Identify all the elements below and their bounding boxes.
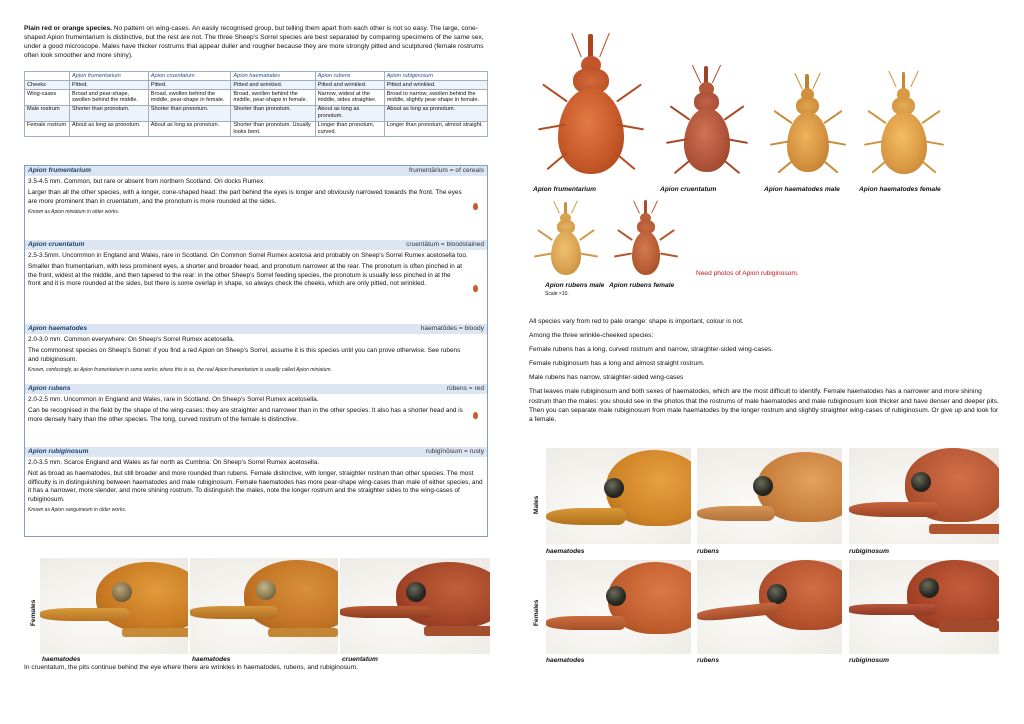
species-header bbox=[25, 447, 487, 457]
table-header: Apion rubiginosum bbox=[384, 72, 487, 81]
table-cell: About as long as pronotum. bbox=[70, 121, 149, 137]
photo-female-haematodes-2 bbox=[190, 558, 338, 654]
intro-lead: Plain red or orange species. bbox=[24, 25, 112, 32]
species-name: Apion rubiginosum bbox=[28, 447, 89, 455]
species-rubiginosum bbox=[25, 447, 487, 517]
species-body bbox=[25, 334, 487, 374]
specimen-rubens-female bbox=[612, 198, 682, 280]
species-note: Known as Apion sanguineum in older works. bbox=[28, 507, 127, 514]
species-meaning: rubigīnōsum = rusty bbox=[425, 447, 484, 455]
species-rubens bbox=[25, 384, 487, 427]
specimen-caption: Apion frumentarium bbox=[533, 186, 597, 193]
table-cell: Female rostrum bbox=[25, 121, 70, 137]
table-cell: Longer than pronotum, almost straight. bbox=[384, 121, 487, 137]
species-description: Smaller than frumentarium, with less prominent eyes, a shorter and broader head, and pronotum narrower at the rear. The pronotum is often pinched in at the front, widest at the middle, and then tapered to the rear: in the other Sheep's Sorrel feeding species, the pronotum is usually less pinched in at the front and it is more rounded at the sides, but there is some overlap in shape, so always check the cheeks, which are only pitted, not wrinkled. bbox=[28, 263, 462, 288]
specimen-haematodes-female bbox=[862, 68, 946, 180]
photo-female-haematodes-1 bbox=[40, 558, 188, 654]
table-header-row bbox=[25, 72, 488, 81]
table-cell: Broad to narrow, swollen behind the middle, slightly pear-shape in female. bbox=[384, 90, 487, 106]
photo-caption: rubens bbox=[697, 657, 719, 664]
species-size-range: 2.0-3.5 mm. Scarce England and Wales as far north as Cumbria. On Sheep's Sorrel Rumex acetosella. bbox=[28, 459, 320, 466]
table-cell: Pitted and wrinkled. bbox=[231, 81, 315, 90]
specimen-caption: Apion cruentatum bbox=[660, 186, 717, 193]
species-size-range: 2.0-2.5 mm. Uncommon in England and Wales, rare in Scotland. On Sheep's Sorrel Rumex acetosella. bbox=[28, 396, 319, 403]
row-label-males: Males bbox=[533, 495, 540, 514]
species-frumentarium bbox=[25, 166, 487, 219]
photo-caption: haematodes bbox=[42, 656, 81, 663]
species-header bbox=[25, 384, 487, 394]
need-photos-note: Need photos of Apion rubiginosum. bbox=[696, 270, 799, 277]
photo-caption: haematodes bbox=[546, 657, 585, 664]
table-header: Apion rubens bbox=[315, 72, 384, 81]
beetle-icon bbox=[473, 203, 478, 210]
species-name: Apion frumentarium bbox=[28, 166, 92, 174]
table-cell: Male rostrum bbox=[25, 105, 70, 121]
specimen-rubens-male bbox=[532, 198, 602, 280]
table-header: Apion frumentarium bbox=[70, 72, 149, 81]
photo-male-rubiginosum bbox=[849, 448, 999, 544]
species-note: Known, confusingly, as Apion frumentarium in some works; where this is so, the real Apion frumentarium is usually called Apion miniatum. bbox=[28, 367, 332, 374]
species-haematodes bbox=[25, 324, 487, 377]
photo-female-rubiginosum bbox=[849, 560, 999, 654]
table-cell: Pitted. bbox=[148, 81, 231, 90]
comparison-table bbox=[24, 71, 488, 137]
photo-caption: rubiginosum bbox=[849, 657, 889, 664]
note-paragraph: Female rubiginosum has a long and almost straight rostrum. bbox=[529, 360, 705, 368]
species-description: Not as broad as haematodes, but still broader and more rounded than rubens. Female distinctive, with longer, straighter rostrum than other species. The most difficulty is in distinguishing between haematodes and male rubiginosum. Female haematodes has more pear-shape wing-cases than male of either species, and it has a narrower, more slender, and more shining rostrum. To distinguish the males, note the longer rostrum and the straighter sides to the wing-cases of rubiginosum. bbox=[28, 470, 483, 503]
species-meaning: cruentātum = bloodstained bbox=[406, 240, 484, 248]
table-row bbox=[25, 90, 488, 106]
specimen-frumentarium bbox=[536, 30, 646, 182]
row-label-females: Females bbox=[30, 599, 37, 626]
beetle-icon bbox=[473, 412, 478, 419]
species-body bbox=[25, 250, 487, 289]
table-header: Apion haematodes bbox=[231, 72, 315, 81]
species-name: Apion rubens bbox=[28, 384, 71, 392]
table-cell: Shorter than pronotum. bbox=[70, 105, 149, 121]
table-cell: Shorter than pronotum. Usually looks bent. bbox=[231, 121, 315, 137]
table-cell: Wing-cases bbox=[25, 90, 70, 106]
note-paragraph: Male rubens has narrow, straighter-sided wing-cases bbox=[529, 374, 684, 382]
right-page bbox=[512, 0, 1024, 724]
table-cell: Broad and pear-shape, swollen behind the middle. bbox=[70, 90, 149, 106]
specimen-caption: Apion haematodes male bbox=[764, 186, 840, 193]
note-paragraph: Female rubens has a long, curved rostrum and narrow, straighter-sided wing-cases. bbox=[529, 346, 774, 354]
photo-caption: cruentatum bbox=[342, 656, 378, 663]
table-cell: Longer than pronotum, curved. bbox=[315, 121, 384, 137]
table-cell: Pitted and wrinkled. bbox=[315, 81, 384, 90]
photo-caption: haematodes bbox=[546, 548, 585, 555]
species-body bbox=[25, 457, 487, 514]
species-name: Apion cruentatum bbox=[28, 240, 85, 248]
table-cell: About as long as pronotum. bbox=[315, 105, 384, 121]
species-description: The commonest species on Sheep's Sorrel: if you find a red Apion on Sheep's Sorrel, assume it is this species until you can prove otherwise. See rubens and rubiginosum. bbox=[28, 347, 461, 363]
photo-caption: haematodes bbox=[192, 656, 231, 663]
photo-male-rubens bbox=[697, 448, 842, 544]
species-description: Larger than all the other species, with a longer, cone-shaped head: the part behind the eyes is longer and obviously narrowed towards the front. The eyes are more prominent than in cruentatum, and the pronotum is more rounded at the sides. bbox=[28, 189, 462, 205]
photo-caption: rubiginosum bbox=[849, 548, 889, 555]
photo-female-haematodes bbox=[546, 560, 691, 654]
table-cell: About as long as pronotum. bbox=[148, 121, 231, 137]
table-cell: Pitted. bbox=[70, 81, 149, 90]
specimen-caption: Apion rubens female bbox=[609, 282, 675, 289]
table-cell: About as long as pronotum. bbox=[384, 105, 487, 121]
table-cell: Broad, swollen behind the middle, pear-shape in female. bbox=[231, 90, 315, 106]
species-accounts bbox=[24, 165, 488, 537]
species-body bbox=[25, 176, 487, 216]
species-description: Can be recognised in the field by the shape of the wing-cases: they are straighter and narrower than in the other species. It also has a shorter head and is more densely hairy than the other species. The long, curved rostrum of the female is distinctive. bbox=[28, 407, 463, 423]
photo-caption: rubens bbox=[697, 548, 719, 555]
species-header bbox=[25, 240, 487, 250]
note-paragraph: Among the three wrinkle-cheeked species: bbox=[529, 332, 654, 340]
table-cell: Shorter than pronotum. bbox=[231, 105, 315, 121]
intro-text: No pattern on wing-cases. An easily recognised group, but telling them apart from each other is not so easy. The large, cone-shaped Apion frumentarium is distinctive, but the rest are not. The three Sheep's Sorrel species are best separated by comparing specimens of the same sex, under a good microscope. Males have thicker rostrums that appear duller and rougher because they are more strongly pitted and sculptured (female rostrums often look smoother and more shiny). bbox=[24, 25, 484, 60]
species-size-range: 3.5-4.5 mm. Common, but rare or absent from northern Scotland. On docks Rumex. bbox=[28, 178, 265, 185]
intro-paragraph bbox=[24, 24, 486, 60]
table-row bbox=[25, 105, 488, 121]
table-row bbox=[25, 81, 488, 90]
identification-notes bbox=[529, 317, 999, 429]
photo-male-haematodes bbox=[546, 448, 691, 544]
species-cruentatum bbox=[25, 240, 487, 292]
table-cell: Pitted and wrinkled. bbox=[384, 81, 487, 90]
table-cell: Cheeks bbox=[25, 81, 70, 90]
row-label-females: Females bbox=[533, 599, 540, 626]
species-header bbox=[25, 166, 487, 176]
table-header: Apion cruentatum bbox=[148, 72, 231, 81]
species-name: Apion haematodes bbox=[28, 324, 87, 332]
species-size-range: 2.5-3.5mm. Uncommon in England and Wales, rare in Scotland. On Common Sorrel Rumex acetosa and probably on Sheep's Sorrel Rumex acetosella too. bbox=[28, 252, 468, 259]
beetle-icon bbox=[473, 285, 478, 292]
scale-note: Scale ×10. bbox=[545, 291, 569, 297]
species-header bbox=[25, 324, 487, 334]
photo-female-rubens bbox=[697, 560, 842, 654]
species-size-range: 2.0-3.0 mm. Common everywhere. On Sheep's Sorrel Rumex acetosella. bbox=[28, 336, 235, 343]
specimen-caption: Apion haematodes female bbox=[859, 186, 941, 193]
photo-female-cruentatum bbox=[340, 558, 490, 654]
species-meaning: frumentārium = of cereals bbox=[409, 166, 484, 174]
specimen-haematodes-male bbox=[768, 70, 848, 180]
specimen-caption: Apion rubens male bbox=[545, 282, 605, 289]
species-body bbox=[25, 394, 487, 424]
table-cell: Narrow, widest at the middle, sides straighter. bbox=[315, 90, 384, 106]
table-header bbox=[25, 72, 70, 81]
species-note: Known as Apion miniatum in older works. bbox=[28, 209, 120, 216]
note-paragraph: All species vary from red to pale orange: shape is important, colour is not. bbox=[529, 318, 744, 325]
specimen-cruentatum bbox=[662, 62, 752, 180]
table-row bbox=[25, 121, 488, 137]
species-meaning: haematōdes = bloody bbox=[420, 324, 484, 332]
table-cell: Broad, swollen behind the middle, pear-shape in female. bbox=[148, 90, 231, 106]
table-cell: Shorter than pronotum. bbox=[148, 105, 231, 121]
species-meaning: rūbens = red bbox=[446, 384, 484, 392]
note-paragraph: That leaves male rubiginosum and both sexes of haematodes, which are the most difficult to identify. Female haematodes has a narrower and more shining rostrum than the males: you should see in the photos that the rostrums of male haematodes and male rubiginosum look thicker and have denser and deeper pits. Then you can separate male rubiginosum from male haematodes by the longer rostrum and slightly straighter wing-cases of rubiginosum. Or give up and look for a female. bbox=[529, 388, 999, 423]
photo-footnote: In cruentatum, the pits continue behind the eye where there are wrinkles in haematodes, rubens, and rubiginosum. bbox=[24, 664, 358, 671]
